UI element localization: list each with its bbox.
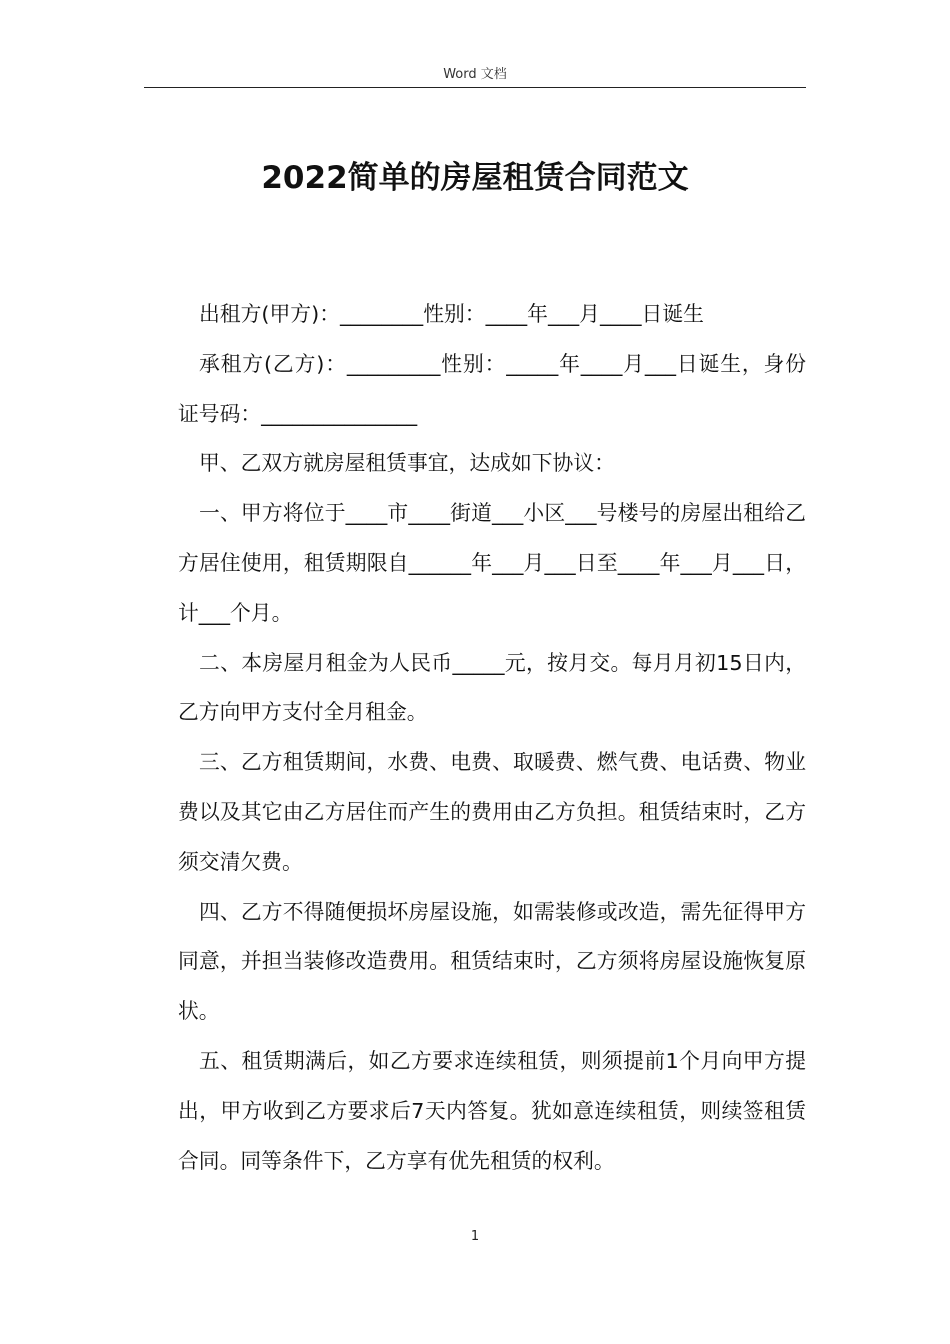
paragraph-clause-5: 五、租赁期满后，如乙方要求连续租赁，则须提前1个月向甲方提出，甲方收到乙方要求后7天内答复。犹如意连续租赁，则续签租赁合同。同等条件下，乙方享有优先租赁的权利。 [178, 1048, 806, 1173]
paragraph-clause-4: 四、乙方不得随便损坏房屋设施，如需装修或改造，需先征得甲方同意，并担当装修改造费用。租赁结束时，乙方须将房屋设施恢复原状。 [178, 899, 806, 1024]
paragraph-clause-2: 二、本房屋月租金为人民币_____元，按月交。每月月初15日内，乙方向甲方支付全月租金。 [178, 650, 806, 725]
header-divider [144, 87, 806, 88]
page-number: 1 [470, 1229, 480, 1244]
paragraph-lessee: 承租方(乙方)：_________性别：_____年____月___日诞生，身份证号码：_______________ [178, 351, 806, 426]
paragraph-agreement-intro: 甲、乙双方就房屋租赁事宜，达成如下协议： [199, 451, 615, 476]
page-header-label: Word 文档 [443, 67, 507, 82]
paragraph-clause-1: 一、甲方将位于____市____街道___小区___号楼号的房屋出租给乙方居住使用，租赁期限自______年___月___日至____年___月___日，计___个月。 [178, 501, 806, 625]
document-body [178, 290, 806, 1186]
paragraph-clause-3: 三、乙方租赁期间，水费、电费、取暖费、燃气费、电话费、物业费以及其它由乙方居住而产生的费用由乙方负担。租赁结束时，乙方须交清欠费。 [178, 750, 806, 874]
paragraph-lessor: 出租方(甲方)：________性别：____年___月____日诞生 [199, 302, 704, 326]
document-title: 2022简单的房屋租赁合同范文 [261, 160, 689, 196]
